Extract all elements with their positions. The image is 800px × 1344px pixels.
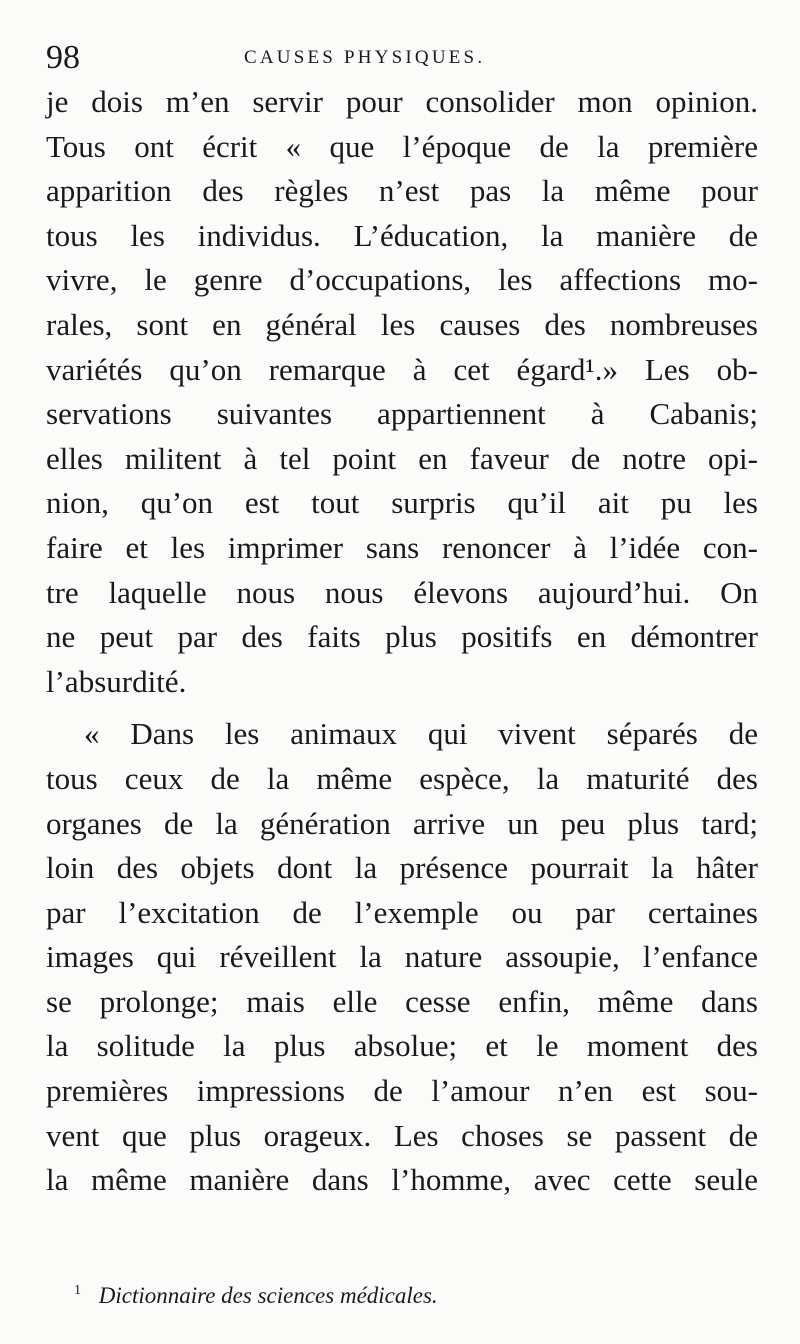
text-line: elles militent à tel point en faveur de notre opi- bbox=[46, 440, 758, 476]
text-line: servations suivantes appartiennent à Cabanis; bbox=[46, 396, 758, 432]
text-line: tre laquelle nous nous élevons aujourd’hui. On bbox=[46, 574, 758, 610]
text-line: loin des objets dont la présence pourrait la hâter bbox=[46, 850, 758, 886]
paragraph-gap bbox=[46, 704, 758, 712]
text-line: je dois m’en servir pour consolider mon opinion. bbox=[46, 84, 758, 119]
text-line: par l’excitation de l’exemple ou par certaines bbox=[46, 894, 758, 930]
paragraph-1 bbox=[46, 80, 758, 704]
text-line: apparition des règles n’est pas la même pour bbox=[46, 173, 758, 209]
text-line: nion, qu’on est tout surpris qu’il ait pu les bbox=[46, 485, 758, 521]
footnote-marker: 1 bbox=[74, 1283, 81, 1298]
text-line: l’absurdité. bbox=[46, 663, 187, 699]
footnote bbox=[74, 1274, 438, 1313]
text-line: Tous ont écrit « que l’époque de la première bbox=[46, 128, 758, 164]
page-number: 98 bbox=[46, 39, 80, 76]
text-line: la solitude la plus absolue; et le moment des bbox=[46, 1028, 758, 1064]
text-line: la même manière dans l’homme, avec cette seule bbox=[46, 1162, 758, 1198]
text-line: faire et les imprimer sans renoncer à l’idée con- bbox=[46, 529, 758, 565]
text-line: premières impressions de l’amour n’en est sou- bbox=[46, 1073, 758, 1109]
running-title: CAUSES PHYSIQUES. bbox=[244, 47, 486, 68]
text-line: « Dans les animaux qui vivent séparés de bbox=[84, 716, 758, 752]
text-line: variétés qu’on remarque à cet égard¹.» Les ob- bbox=[46, 351, 758, 387]
body-text bbox=[46, 80, 758, 1203]
text-line: images qui réveillent la nature assoupie, l’enfance bbox=[46, 939, 758, 975]
text-line: ne peut par des faits plus positifs en démontrer bbox=[46, 619, 758, 655]
running-head bbox=[46, 36, 762, 80]
text-line: se prolonge; mais elle cesse enfin, même dans bbox=[46, 983, 758, 1019]
footnote-text: Dictionnaire des sciences médicales. bbox=[98, 1283, 438, 1308]
text-line: organes de la génération arrive un peu plus tard; bbox=[46, 805, 758, 841]
text-line: rales, sont en général les causes des nombreuses bbox=[46, 306, 758, 342]
paragraph-2 bbox=[46, 712, 758, 1203]
text-line: vent que plus orageux. Les choses se passent de bbox=[46, 1117, 758, 1153]
text-line: tous les individus. L’éducation, la manière de bbox=[46, 217, 758, 253]
text-line: vivre, le genre d’occupations, les affections mo- bbox=[46, 262, 758, 298]
text-line: tous ceux de la même espèce, la maturité des bbox=[46, 760, 758, 796]
